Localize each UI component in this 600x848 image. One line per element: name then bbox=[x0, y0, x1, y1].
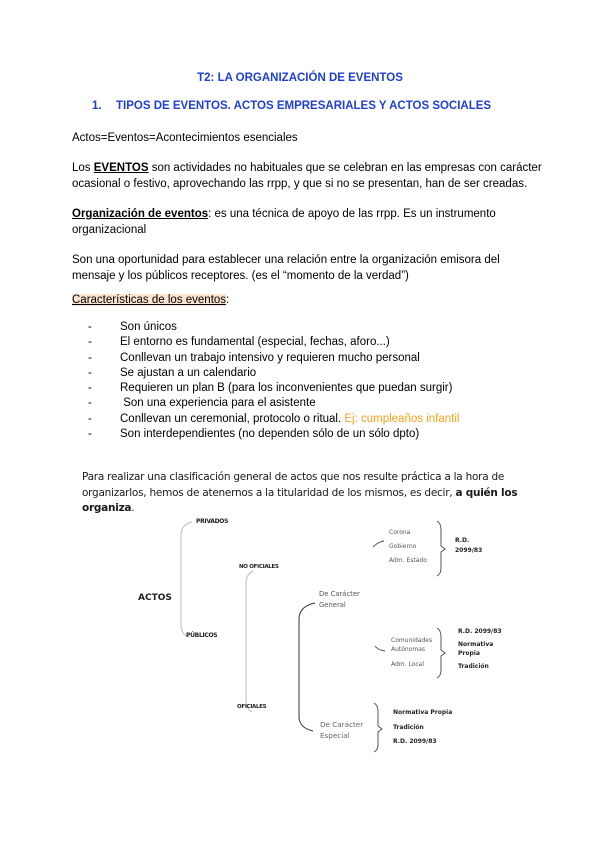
autonomico-norms bbox=[458, 627, 502, 671]
dash-bullet-icon: - bbox=[88, 397, 92, 410]
oportunidad-line2: mensaje y los públicos receptores. (es el “momento de la verdad”) bbox=[72, 270, 409, 282]
list-item-text: Se ajustan a un calendario bbox=[120, 366, 257, 379]
list-item-text: Son interdependientes (no dependen sólo de un sólo dpto) bbox=[120, 428, 420, 441]
estado-group bbox=[389, 526, 427, 568]
norm-normativa: Normativa bbox=[458, 641, 494, 648]
norm-rd: R.D. 2099/83 bbox=[393, 738, 437, 745]
node-no-oficiales: NO OFICIALES bbox=[239, 564, 279, 570]
eventos-prefix: Los bbox=[72, 162, 94, 174]
organizacion-line1: : es una técnica de apoyo de las rrpp. Es un instrumento bbox=[208, 208, 496, 220]
intro-line1: Para realizar una clasificación general de actos que nos resulte práctica a la hora de bbox=[82, 471, 505, 483]
document-title: T2: LA ORGANIZACIÓN DE EVENTOS bbox=[197, 72, 403, 84]
general-line1: De Carácter bbox=[319, 590, 360, 598]
node-autonomas: Autónomas bbox=[391, 646, 426, 653]
node-caracter-especial bbox=[320, 719, 363, 741]
eventos-term: EVENTOS bbox=[93, 162, 149, 174]
estado-brace bbox=[437, 521, 445, 576]
intro-line2: organizarlos, hemos de atenernos a la titularidad de los mismos, es decir, bbox=[82, 486, 456, 499]
intro-line2-bold: a quién los bbox=[455, 486, 518, 499]
estado-norm-line1: R.D. bbox=[455, 537, 470, 544]
norm-normativa-propia: Normativa Propia bbox=[393, 709, 453, 716]
intro-period: . bbox=[131, 502, 135, 514]
especial-line1: De Carácter bbox=[320, 720, 364, 729]
section-label: TIPOS DE EVENTOS. ACTOS EMPRESARIALES Y ACTOS SOCIALES bbox=[116, 100, 492, 112]
heading-colon: : bbox=[226, 294, 230, 306]
dash-bullet-icon: - bbox=[88, 382, 92, 395]
autonomico-group bbox=[391, 636, 432, 669]
node-comunidades: Comunidades bbox=[391, 637, 433, 644]
example-text: Ej: cumpleaños infantil bbox=[344, 412, 460, 425]
node-oficiales: OFICIALES bbox=[237, 704, 267, 710]
norm-rd: R.D. 2099/83 bbox=[458, 628, 502, 635]
list-item-text: Requieren un plan B (para los inconvenientes que puedan surgir) bbox=[120, 382, 453, 395]
norm-tradicion: Tradición bbox=[458, 663, 489, 670]
dash-bullet-icon: - bbox=[88, 412, 92, 425]
dash-bullet-icon: - bbox=[88, 321, 92, 333]
oportunidad-line1: Son una oportunidad para establecer una relación entre la organización emisora del bbox=[72, 254, 500, 266]
list-item-text: Conllevan un ceremonial, protocolo o ritual. bbox=[120, 412, 345, 425]
especial-brace bbox=[374, 703, 382, 752]
publicos-bracket bbox=[246, 571, 253, 712]
oficiales-bracket bbox=[299, 603, 315, 731]
eventos-line2: ocasional o festivo, aprovechando las rrpp, y que si no se presentan, han de ser creadas. bbox=[72, 178, 528, 190]
general-line2: General bbox=[319, 601, 346, 609]
caracteristicas-heading-text: Características de los eventos bbox=[72, 294, 227, 306]
dash-bullet-icon: - bbox=[88, 336, 92, 349]
node-adm-local: Adm. Local bbox=[391, 661, 425, 668]
node-publicos: PÚBLICOS bbox=[186, 632, 218, 639]
node-corona: Corona bbox=[389, 529, 411, 536]
norm-propia: Propia bbox=[458, 650, 480, 657]
estado-norm-line2: 2099/83 bbox=[455, 547, 483, 554]
estado-norm bbox=[455, 536, 482, 556]
node-adm-estado: Adm. Estado bbox=[389, 557, 427, 564]
synonyms-line: Actos=Eventos=Acontecimientos esenciales bbox=[72, 132, 298, 144]
organizacion-line2: organizacional bbox=[72, 224, 147, 236]
dash-bullet-icon: - bbox=[88, 428, 92, 441]
diagram-root-actos: ACTOS bbox=[138, 593, 172, 603]
especial-line2: Especial bbox=[320, 731, 350, 740]
dash-bullet-icon: - bbox=[88, 351, 92, 364]
intro-line3-bold: organiza bbox=[82, 502, 132, 514]
autonomico-brace bbox=[437, 628, 445, 678]
node-caracter-general bbox=[319, 589, 360, 611]
especial-norms bbox=[393, 706, 452, 750]
norm-tradicion: Tradición bbox=[393, 723, 424, 731]
actos-bracket bbox=[181, 522, 192, 637]
list-item-text: El entorno es fundamental (especial, fechas, aforo...) bbox=[120, 336, 390, 349]
eventos-line1: son actividades no habituales que se celebran en las empresas con carácter bbox=[148, 162, 542, 174]
node-privados: PRIVADOS bbox=[196, 518, 229, 525]
list-item-text: Son únicos bbox=[120, 321, 177, 333]
dash-bullet-icon: - bbox=[88, 366, 92, 379]
list-item-text: Conllevan un trabajo intensivo y requieren mucho personal bbox=[120, 351, 420, 364]
list-item-text: Son una experiencia para el asistente bbox=[120, 397, 316, 410]
node-gobierno: Gobierno bbox=[389, 543, 417, 550]
section-number: 1. bbox=[92, 100, 102, 112]
organizacion-term: Organización de eventos bbox=[72, 208, 209, 220]
